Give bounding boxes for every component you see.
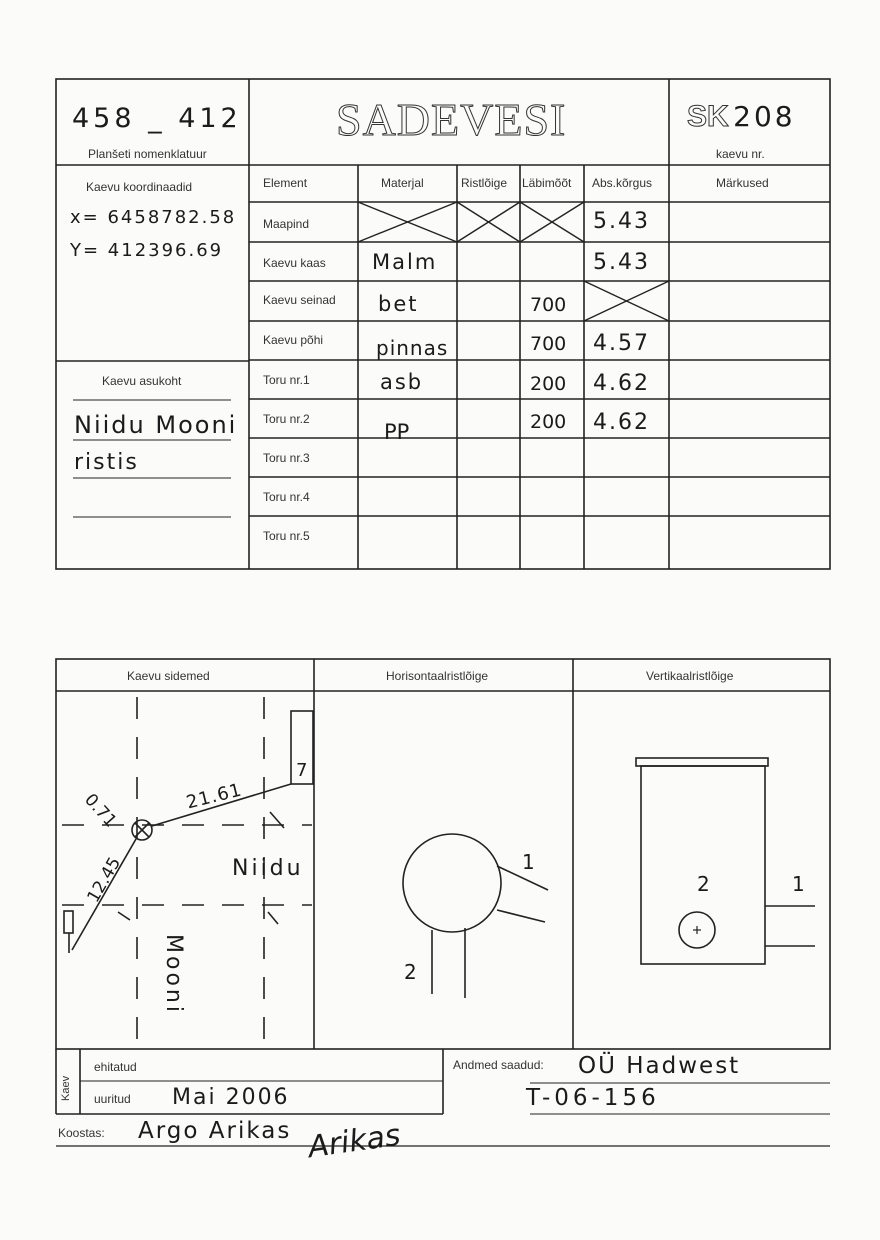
surveyed-value: Mai 2006 [172, 1085, 290, 1110]
built-label: ehitatud [94, 1060, 137, 1074]
col-material: Materjal [381, 176, 424, 190]
col-diameter: Läbimõõt [522, 176, 572, 190]
section-title-horizontal: Horisontaalristlõige [386, 669, 489, 683]
compiled-label: Koostas: [58, 1126, 105, 1140]
row-diameter: 200 [530, 411, 567, 433]
dist-a: 0.71 [80, 790, 121, 832]
row-element: Toru nr.3 [263, 451, 310, 465]
col-cross: Ristlõige [461, 176, 508, 190]
row-height: 5.43 [593, 209, 650, 234]
row-height: 5.43 [593, 250, 650, 275]
surveyed-label: uuritud [94, 1092, 131, 1106]
row-material: asb [380, 370, 424, 394]
well-code-number: 208 [733, 100, 796, 133]
vertical-pipe-1: 1 [792, 872, 805, 896]
row-height: 4.57 [593, 331, 650, 356]
row-material: Malm [372, 250, 438, 274]
signature: Arikas [306, 1117, 403, 1166]
row-height: 4.62 [593, 410, 650, 435]
row-diameter: 200 [530, 373, 567, 395]
row-element: Toru nr.5 [263, 529, 310, 543]
vertical-pipe-2: 2 [697, 872, 710, 896]
coords-label: Kaevu koordinaadid [86, 180, 193, 194]
col-notes: Märkused [716, 176, 769, 190]
kaev-label: Kaev [60, 1075, 72, 1101]
well-no-label: kaevu nr. [716, 147, 765, 161]
location-line-2: ristis [74, 450, 139, 475]
row-element: Kaevu põhi [263, 333, 324, 347]
section-title-vertical: Vertikaalristlõige [646, 669, 734, 683]
dist-b: 21.61 [184, 779, 245, 814]
page-title: SADEVESI [336, 94, 567, 145]
row-element: Maapind [263, 217, 310, 231]
col-element: Element [263, 176, 308, 190]
well-code-prefix: SK [687, 100, 729, 133]
row-material: PP [384, 420, 410, 444]
row-element: Kaevu seinad [263, 293, 336, 307]
data-source-label: Andmed saadud: [453, 1058, 544, 1072]
compiled-value: Argo Arikas [138, 1118, 292, 1144]
nomenclature-label: Planšeti nomenklatuur [88, 147, 207, 161]
street-name-2: Mooni [161, 934, 186, 1015]
dist-c: 12.45 [83, 853, 126, 907]
nomenclature-value: 458 _ 412 [72, 103, 242, 134]
row-element: Toru nr.1 [263, 373, 310, 387]
location-line-1: Niidu Mooni [74, 411, 238, 439]
location-label: Kaevu asukoht [102, 374, 182, 388]
data-source-value-2: T-06-156 [526, 1085, 660, 1111]
row-element: Kaevu kaas [263, 256, 326, 270]
section-title-links: Kaevu sidemed [127, 669, 210, 683]
row-element: Toru nr.2 [263, 412, 310, 426]
coord-x: x= 6458782.58 [70, 207, 237, 228]
coord-y: Y= 412396.69 [70, 240, 224, 261]
row-diameter: 700 [530, 294, 567, 316]
well-code [687, 100, 796, 134]
row-height: 4.62 [593, 371, 650, 396]
horizontal-pipe-2: 2 [404, 960, 417, 984]
data-source-value-1: OÜ Hadwest [578, 1053, 741, 1079]
col-height: Abs.kõrgus [592, 176, 653, 190]
street-name-1: Niidu [232, 856, 304, 881]
row-diameter: 700 [530, 333, 567, 355]
horizontal-pipe-1: 1 [522, 850, 535, 874]
house-number: 7 [296, 760, 308, 781]
row-element: Toru nr.4 [263, 490, 310, 504]
row-material: pinnas [376, 336, 449, 360]
vertical-section [636, 758, 815, 964]
row-material: bet [378, 292, 419, 316]
